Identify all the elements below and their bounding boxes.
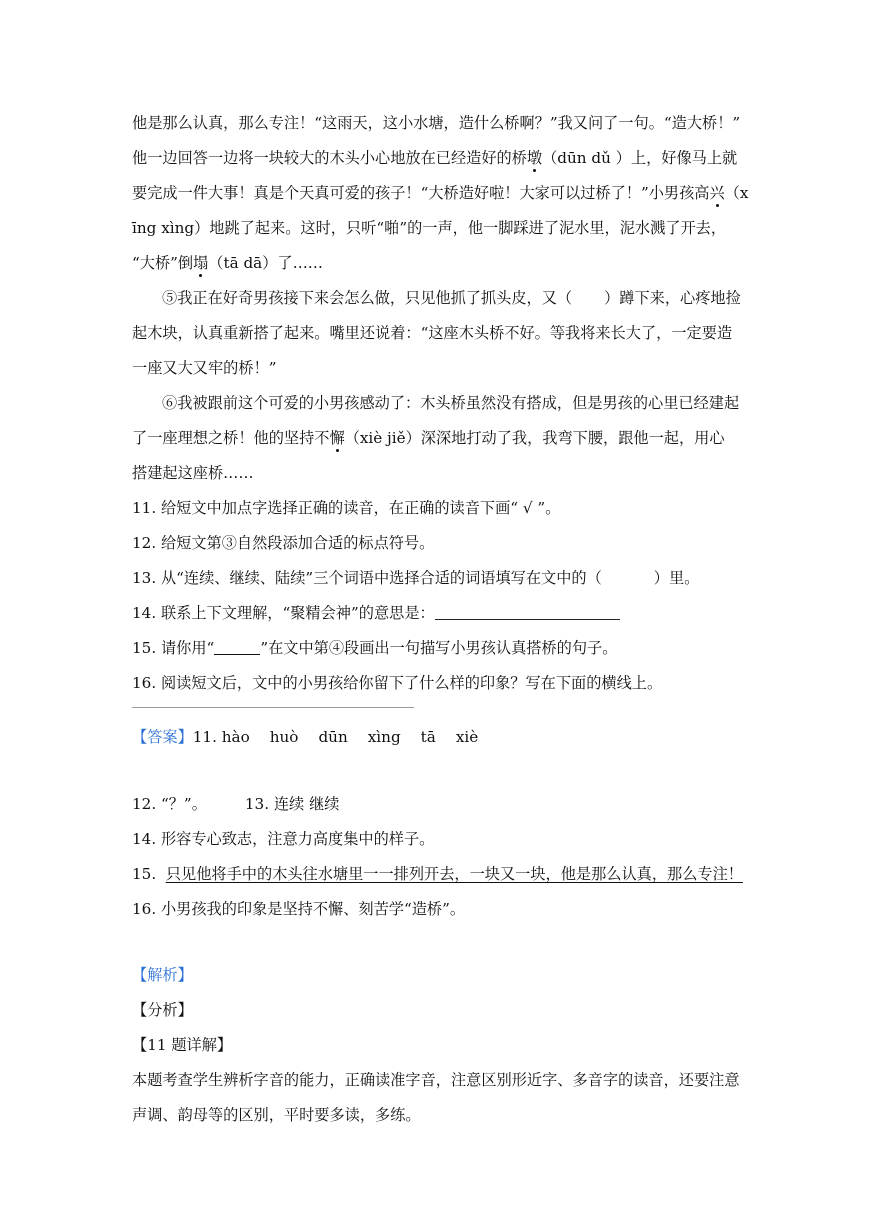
pinyin-answer: huò — [269, 728, 299, 746]
question-11 — [132, 498, 560, 518]
section-label: 【11 题详解】 — [132, 1036, 233, 1054]
passage-text: 起木块，认真重新搭了起来。嘴里还说着：“这座木头桥不好。等我将来长大了，一定要造 — [132, 324, 733, 342]
question-15 — [132, 638, 617, 658]
answer-12-13 — [132, 794, 339, 814]
passage-line-4 — [132, 218, 726, 238]
analysis-body-1 — [132, 1070, 740, 1090]
analysis-label: 【解析】 — [132, 966, 193, 984]
paragraph-5-line-3 — [132, 358, 276, 378]
section-label: 【分析】 — [132, 1001, 193, 1019]
answer-label: 【答案】 — [132, 728, 193, 746]
passage-text: （dūn dǔ ）上，好像马上就 — [542, 149, 738, 167]
passage-text: 了一座理想之桥！他的坚持不 — [132, 429, 330, 447]
answer-text: 14. 形容专心致志，注意力高度集中的样子。 — [132, 830, 435, 848]
answer-number: 15. — [132, 865, 157, 883]
question-text: ”在文中第④段画出一句描写小男孩认真搭桥的句子。 — [260, 639, 618, 657]
pinyin-answer: xìng — [367, 728, 401, 746]
passage-text: 一座又大又牢的桥！” — [132, 359, 277, 377]
passage-text: 他一边回答一边将一块较大的木头小心地放在已经造好的桥 — [132, 149, 527, 167]
passage-text: īng xìng）地跳了起来。这时，只听“啪”的一声，他一脚踩进了泥水里，泥水溅了开去， — [132, 219, 727, 237]
passage-text: ）蹲下来，心疼地捡 — [604, 289, 741, 307]
question-text: 14. 联系上下文理解，“聚精会神”的意思是： — [132, 604, 435, 622]
pinyin-answer: xiè — [455, 728, 479, 746]
pinyin-answer: tā — [420, 728, 436, 746]
paragraph-6-line-1 — [162, 393, 739, 413]
question-text: 13. 从“连续、继续、陆续”三个词语中选择合适的词语填写在文中的（ — [132, 569, 602, 587]
passage-text: （x — [724, 184, 749, 202]
paragraph-6-line-3 — [132, 463, 254, 483]
answer-text: 12. “？”。 — [132, 795, 207, 813]
dotted-char: 塌 — [193, 254, 209, 272]
question-12 — [132, 533, 434, 553]
passage-text: ⑥我被跟前这个可爱的小男孩感动了：木头桥虽然没有搭成，但是男孩的心里已经建起 — [162, 394, 740, 412]
question-text: ）里。 — [653, 569, 700, 587]
passage-text: （tā dā）了…… — [208, 254, 323, 272]
question-text: 15. 请你用“ — [132, 639, 215, 657]
question-14 — [132, 603, 620, 623]
detail-heading — [132, 1035, 232, 1055]
answer-text: 只见他将手中的木头往水塘里一一排列开去，一块又一块，他是那么认真，那么专注！ — [165, 865, 743, 883]
answer-text: 13. 连续 继续 — [244, 795, 340, 813]
passage-line-3 — [132, 183, 748, 203]
pinyin-answer: hào — [221, 728, 250, 746]
passage-text: 他是那么认真，那么专注！“这雨天，这小水塘，造什么桥啊？”我又问了一句。“造大桥！” — [132, 114, 741, 132]
answer-text: 16. 小男孩我的印象是坚持不懈、刻苦学“造桥”。 — [132, 900, 466, 918]
question-text: 12. 给短文第③自然段添加合适的标点符号。 — [132, 534, 435, 552]
paragraph-5-line-1 — [162, 288, 741, 308]
answer-line[interactable] — [435, 605, 620, 620]
passage-text: （xiè jiě）深深地打动了我，我弯下腰，跟他一起，用心 — [344, 429, 725, 447]
passage-text: 搭建起这座桥…… — [132, 464, 254, 482]
analysis-body-2 — [132, 1105, 421, 1125]
dotted-char: 懈 — [329, 429, 345, 447]
pinyin-answer: dūn — [318, 728, 348, 746]
answer-16 — [132, 899, 465, 919]
passage-line-5 — [132, 253, 323, 273]
passage-text: 要完成一件大事！真是个天真可爱的孩子！“大桥造好啦！大家可以过桥了！”小男孩高 — [132, 184, 710, 202]
analysis-subheading — [132, 1000, 193, 1020]
answer-14 — [132, 829, 434, 849]
paragraph-5-line-2 — [132, 323, 732, 343]
answer-15 — [132, 864, 743, 884]
dotted-char: 墩 — [526, 149, 543, 167]
analysis-text: 声调、韵母等的区别，平时要多读，多练。 — [132, 1106, 421, 1124]
passage-text: ⑤我正在好奇男孩接下来会怎么做，只见他抓了抓头皮，又（ — [162, 289, 573, 307]
passage-text: “大桥”倒 — [132, 254, 194, 272]
analysis-heading — [132, 965, 193, 985]
question-13 — [132, 568, 699, 588]
answer-number: 11. — [192, 728, 217, 746]
paragraph-6-line-2 — [132, 428, 725, 448]
passage-line-1 — [132, 113, 740, 133]
question-text: 11. 给短文中加点字选择正确的读音，在正确的读音下画“ √ ”。 — [132, 499, 561, 517]
answer-line[interactable] — [132, 707, 414, 708]
underline-symbol — [214, 640, 260, 655]
answer-11 — [132, 727, 498, 747]
analysis-text: 本题考查学生辨析字音的能力，正确读准字音，注意区别形近字、多音字的读音，还要注意 — [132, 1071, 740, 1089]
passage-line-2 — [132, 148, 737, 168]
question-16 — [132, 673, 662, 693]
question-text: 16. 阅读短文后，文中的小男孩给你留下了什么样的印象？写在下面的横线上。 — [132, 674, 663, 692]
dotted-char: 兴 — [709, 184, 725, 202]
